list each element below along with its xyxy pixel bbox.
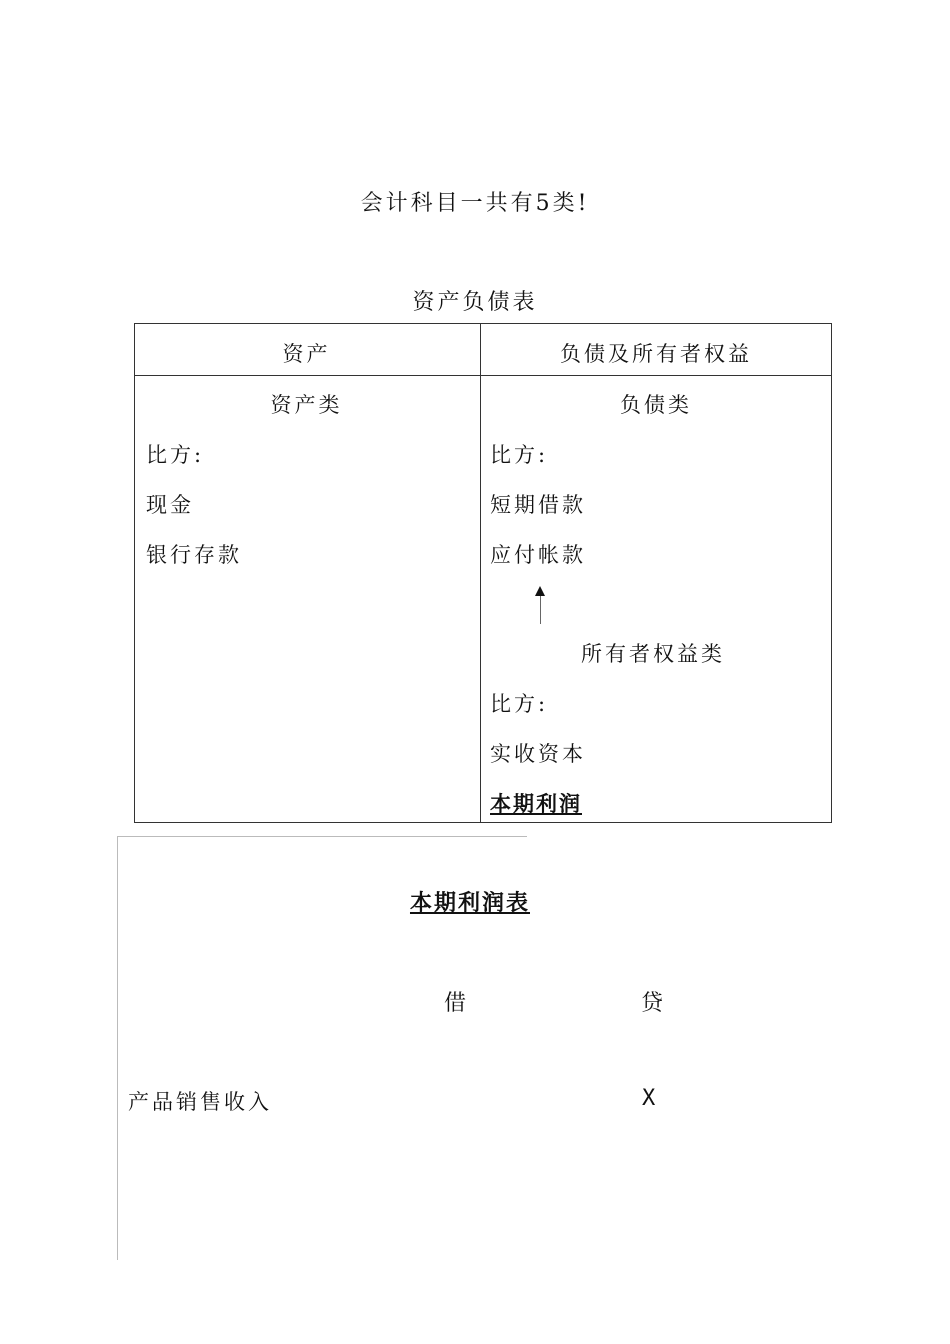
- profit-row-label: 产品销售收入: [128, 1090, 272, 1114]
- assets-header: 资产: [282, 342, 331, 366]
- arrow-shaft: [540, 596, 541, 624]
- liability-item: 应付帐款: [490, 543, 586, 567]
- asset-item: 现金: [146, 493, 194, 517]
- equity-item: 实收资本: [490, 742, 586, 766]
- assets-category: 资产类: [270, 393, 343, 417]
- profit-statement-title: 本期利润表: [409, 890, 530, 916]
- profit-row-credit: X: [642, 1086, 656, 1111]
- balance-sheet-caption: 资产负债表: [412, 290, 538, 315]
- equity-category: 所有者权益类: [581, 642, 725, 666]
- debit-column-header: 借: [444, 991, 467, 1016]
- equity-example-label: 比方:: [490, 692, 549, 716]
- assets-example-label: 比方:: [146, 443, 205, 467]
- asset-item: 银行存款: [146, 543, 242, 567]
- header-divider: [135, 375, 831, 376]
- equity-item-highlight: 本期利润: [490, 791, 582, 816]
- page-title: 会计科目一共有5类!: [360, 191, 590, 216]
- liability-item: 短期借款: [490, 493, 586, 517]
- liabilities-category: 负债类: [620, 393, 692, 417]
- liabilities-example-label: 比方:: [490, 443, 549, 467]
- frame-top-border: [117, 836, 527, 837]
- up-arrow-icon: [535, 586, 545, 596]
- credit-column-header: 贷: [641, 991, 664, 1016]
- liabilities-equity-header: 负债及所有者权益: [560, 342, 752, 366]
